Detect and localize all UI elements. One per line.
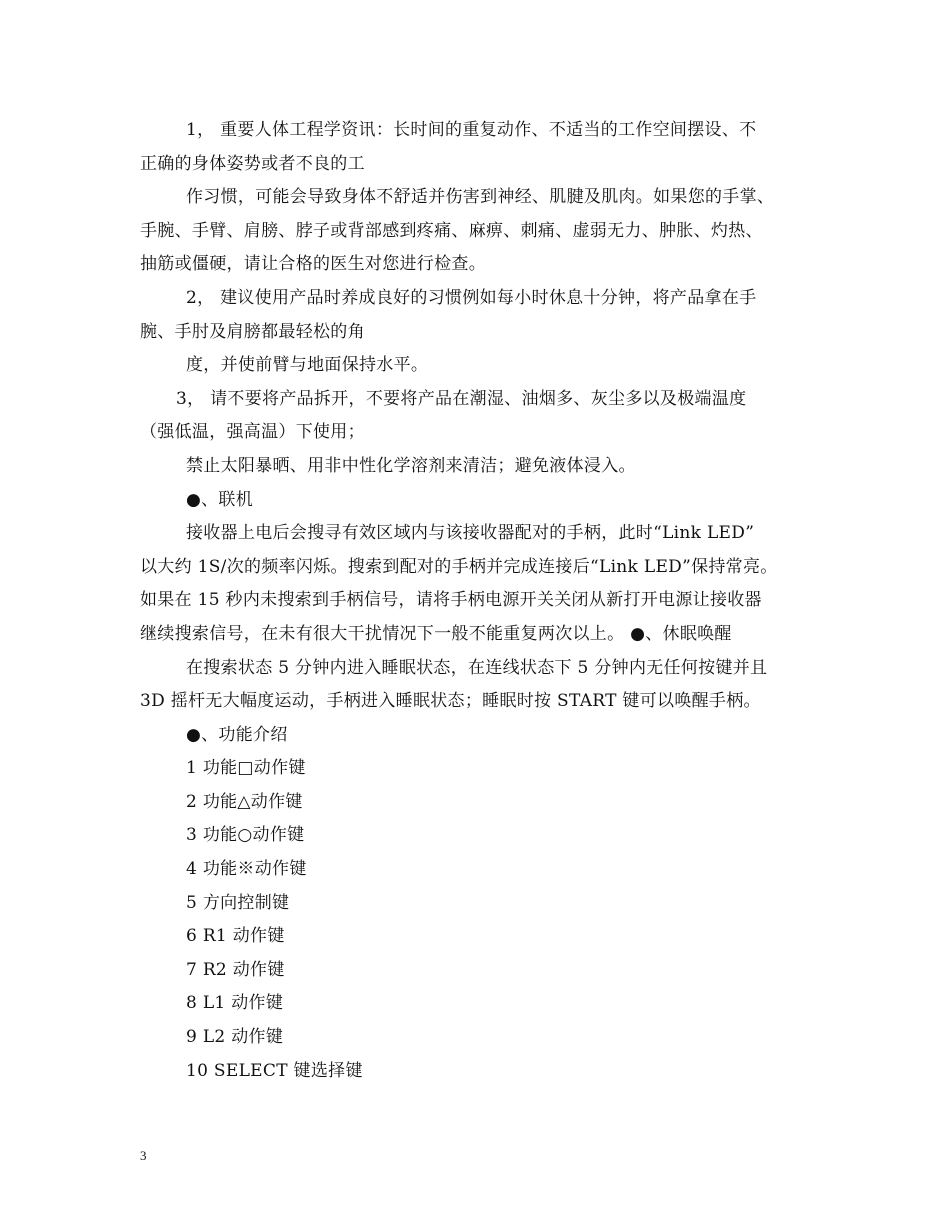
- text-line-p1c: 作习惯，可能会导致身体不舒适并伤害到神经、肌腱及肌肉。如果您的手掌、: [186, 187, 775, 208]
- text-line-p1a: 1， 重要人体工程学资讯：长时间的重复动作、不适当的工作空间摆设、不: [186, 120, 757, 140]
- text-line-p3b: （强低温，强高温）下使用；: [140, 422, 365, 443]
- text-line-p1d: 手腕、手臂、肩膀、脖子或背部感到疼痛、麻痹、刺痛、虚弱无力、肿胀、灼热、: [140, 220, 763, 241]
- text-line-f6: 6 R1 动作键: [186, 926, 285, 947]
- text-line-p1e: 抽筋或僵硬，请让合格的医生对您进行检查。: [140, 254, 486, 275]
- text-line-p2a: 2， 建议使用产品时养成良好的习惯例如每小时休息十分钟，将产品拿在手: [186, 287, 757, 308]
- text-line-f1: 1 功能□动作键: [186, 758, 306, 779]
- text-line-p4b: 以大约 1S/次的频率闪烁。搜索到配对的手柄并完成连接后“Link LED”保持常亮。: [140, 556, 778, 577]
- text-line-p4a: 接收器上电后会搜寻有效区域内与该接收器配对的手柄，此时“Link LED”: [186, 523, 755, 544]
- document-body: [140, 114, 815, 1088]
- text-line-f3: 3 功能○动作键: [186, 825, 305, 846]
- text-line-h2: ●、功能介绍: [186, 724, 288, 745]
- text-line-p1b: 正确的身体姿势或者不良的工: [140, 153, 365, 174]
- text-line-p5b: 3D 摇杆无大幅度运动，手柄进入睡眠状态；睡眠时按 START 键可以唤醒手柄。: [140, 691, 761, 712]
- text-line-p5a: 在搜索状态 5 分钟内进入睡眠状态，在连线状态下 5 分钟内无任何按键并且: [186, 657, 768, 678]
- page-number: 3: [140, 1148, 147, 1163]
- text-line-p3c: 禁止太阳暴晒、用非中性化学溶剂来清洁；避免液体浸入。: [186, 455, 636, 476]
- text-line-p2c: 度，并使前臂与地面保持水平。: [186, 355, 429, 376]
- text-line-f2: 2 功能△动作键: [186, 791, 303, 812]
- text-line-f8: 8 L1 动作键: [186, 993, 284, 1014]
- text-line-p4d: 继续搜索信号，在未有很大干扰情况下一般不能重复两次以上。 ●、休眠唤醒: [140, 623, 732, 644]
- text-line-f10: 10 SELECT 键选择键: [186, 1060, 363, 1081]
- text-line-p4c: 如果在 15 秒内未搜索到手柄信号，请将手柄电源开关关闭从新打开电源让接收器: [140, 590, 762, 611]
- text-line-f5: 5 方向控制键: [186, 892, 290, 913]
- text-line-p3a: 3， 请不要将产品拆开，不要将产品在潮湿、油烟多、灰尘多以及极端温度: [176, 388, 747, 409]
- text-line-p2b: 腕、手肘及肩膀都最轻松的角: [140, 321, 365, 342]
- text-line-f7: 7 R2 动作键: [186, 959, 285, 980]
- text-line-h1: ●、联机: [186, 489, 254, 510]
- text-line-f4: 4 功能※动作键: [186, 859, 307, 880]
- text-line-f9: 9 L2 动作键: [186, 1027, 284, 1048]
